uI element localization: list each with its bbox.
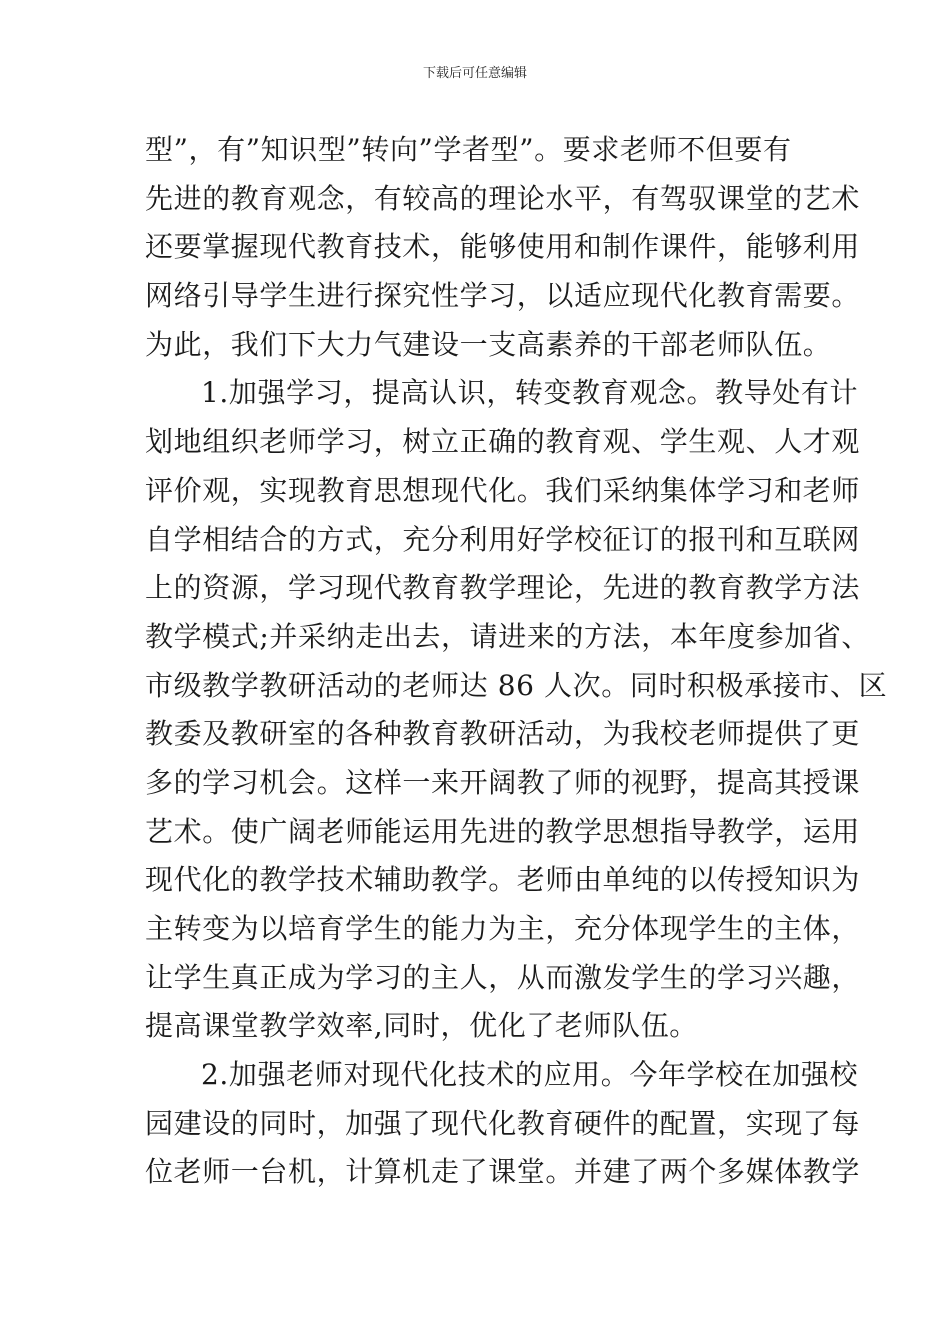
text-line: 位老师一台机，计算机走了课堂。并建了两个多媒体教学 [145, 1155, 861, 1189]
text-line: 提高课堂教学效率,同时，优化了老师队伍。 [145, 1009, 698, 1043]
text-line: 型”，有”知识型”转向”学者型”。要求老师不但要有 [145, 133, 792, 166]
text-line: 多的学习机会。这样一来开阔教了师的视野，提高其授课 [145, 765, 861, 799]
text-line: 艺术。使广阔老师能运用先进的教学思想指导教学，运用 [145, 814, 861, 848]
text-line: 网络引导学生进行探究性学习，以适应现代化教育需要。 [145, 279, 861, 313]
text-line: 划地组织老师学习，树立正确的教育观、学生观、人才观 [145, 425, 861, 459]
text-line: 先进的教育观念，有较高的理论水平，有驾驭课堂的艺术 [145, 181, 861, 215]
text-line: 教学模式;并采纳走出去，请进来的方法，本年度参加省、 [145, 619, 871, 653]
text-line: 让学生真正成为学习的主人，从而激发学生的学习兴趣， [145, 960, 861, 994]
text-line: 市级教学教研活动的老师达 86 人次。同时积极承接市、区 [145, 668, 888, 702]
paragraph-2-first-line: 2.加强老师对现代化技术的应用。今年学校在加强校 [201, 1058, 859, 1092]
text-line: 园建设的同时，加强了现代化教育硬件的配置，实现了每 [145, 1106, 861, 1140]
text-line: 评价观，实现教育思想现代化。我们采纳集体学习和老师 [145, 473, 861, 507]
page-header: 下载后可任意编辑 [422, 66, 527, 81]
text-line: 还要掌握现代教育技术，能够使用和制作课件，能够利用 [145, 230, 861, 264]
text-line: 自学相结合的方式，充分利用好学校征订的报刊和互联网 [145, 522, 861, 556]
text-line: 主转变为以培育学生的能力为主，充分体现学生的主体， [145, 912, 861, 945]
text-line: 教委及教研室的各种教育教研活动，为我校老师提供了更 [145, 717, 861, 751]
text-line: 上的资源，学习现代教育教学理论，先进的教育教学方法 [145, 571, 861, 605]
document-body [145, 126, 888, 1197]
text-line: 现代化的教学技术辅助教学。老师由单纯的以传授知识为 [145, 863, 861, 897]
paragraph-1-first-line: 1.加强学习，提高认识，转变教育观念。教导处有计 [201, 376, 859, 410]
text-line: 为此，我们下大力气建设一支高素养的干部老师队伍。 [145, 327, 832, 361]
